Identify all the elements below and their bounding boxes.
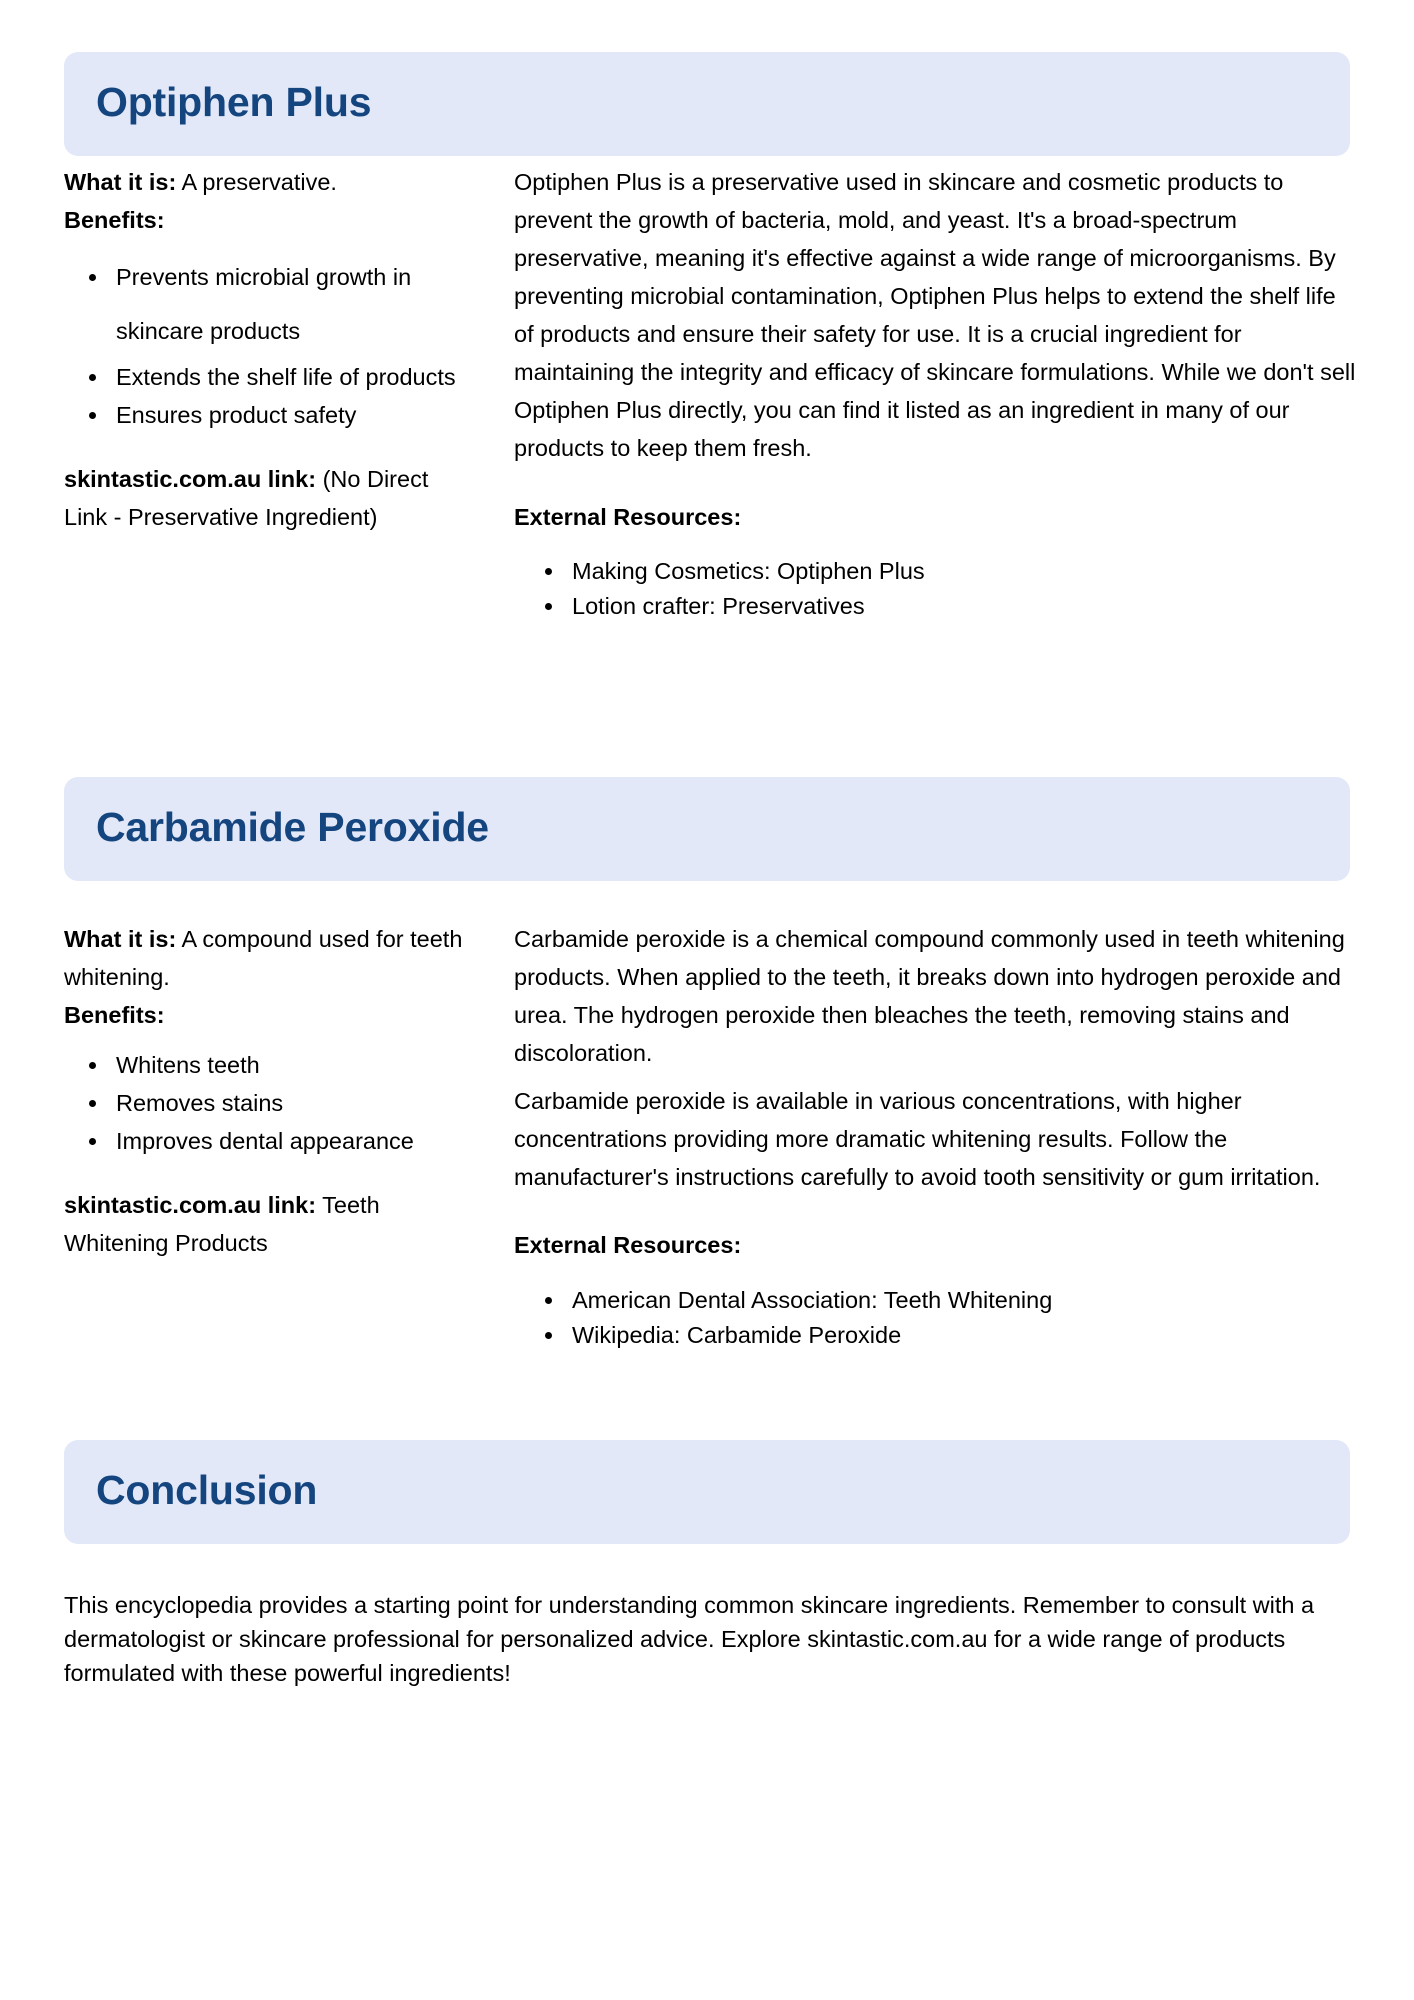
what-it-is-paragraph bbox=[64, 163, 476, 201]
list-item: • Making Cosmetics: Optiphen Plus bbox=[566, 554, 1359, 590]
section-title: Carbamide Peroxide bbox=[96, 804, 489, 850]
section-header-conclusion bbox=[64, 1440, 1350, 1544]
list-item: • Ensures product safety bbox=[110, 396, 476, 434]
list-item: • Whitens teeth bbox=[110, 1046, 476, 1084]
list-item: • Lotion crafter: Preservatives bbox=[566, 589, 1359, 625]
list-item: • Removes stains bbox=[110, 1084, 476, 1122]
list-item: • Extends the shelf life of products bbox=[110, 358, 476, 396]
description-paragraph: Carbamide peroxide is available in various concentrations, with higher concentrations providing more dramatic whitening results. Follow the manufacturer's instructions carefully to avoid tooth sensitivity or gum irritation. bbox=[514, 1088, 1321, 1191]
right-column bbox=[514, 163, 1359, 625]
list-item: • Wikipedia: Carbamide Peroxide bbox=[566, 1318, 1359, 1354]
external-resources-label: External Resources: bbox=[514, 503, 742, 530]
skintastic-link-label: skintastic.com.au link: bbox=[64, 466, 317, 493]
section-body-conclusion bbox=[64, 1588, 1350, 1690]
section-body-carbamide-peroxide bbox=[64, 920, 1350, 1354]
description-paragraph: Carbamide peroxide is a chemical compound commonly used in teeth whitening products. When applied to the teeth, it breaks down into hydrogen peroxide and urea. The hydrogen peroxide then bleaches the teeth, removing stains and discoloration. bbox=[514, 926, 1345, 1067]
skintastic-link-value: Teeth Whitening Products bbox=[64, 1192, 380, 1257]
left-column bbox=[64, 920, 494, 1263]
left-column bbox=[64, 163, 494, 537]
section-header-carbamide-peroxide bbox=[64, 777, 1350, 881]
external-resources-list bbox=[514, 554, 1359, 625]
section-title: Conclusion bbox=[96, 1467, 318, 1513]
list-item: • Prevents microbial growth in skincare products bbox=[110, 251, 476, 358]
benefits-label: Benefits: bbox=[64, 207, 165, 234]
what-it-is-value: A preservative. bbox=[176, 169, 337, 195]
benefits-list bbox=[64, 1046, 476, 1160]
benefits-list bbox=[64, 251, 476, 434]
what-it-is-value: A compound used for teeth whitening. bbox=[64, 926, 463, 991]
conclusion-paragraph: This encyclopedia provides a starting point for understanding common skincare ingredients. Remember to consult with a dermatologist or skincare professional for personalized advice. Explore skintastic.com.au for a wide range of products formulated with these powerful ingredients! bbox=[64, 1592, 1315, 1687]
skintastic-link-label: skintastic.com.au link: bbox=[64, 1192, 317, 1219]
right-column bbox=[514, 920, 1359, 1354]
skintastic-link-value: (No Direct Link - Preservative Ingredient) bbox=[64, 466, 429, 531]
section-title: Optiphen Plus bbox=[96, 79, 372, 125]
skintastic-link-paragraph bbox=[64, 1186, 476, 1262]
list-item: • Improves dental appearance bbox=[110, 1122, 476, 1160]
what-it-is-label: What it is: bbox=[64, 169, 177, 195]
what-it-is-paragraph bbox=[64, 920, 476, 996]
benefits-label: Benefits: bbox=[64, 1002, 165, 1029]
external-resources-list bbox=[514, 1283, 1359, 1354]
list-item: • American Dental Association: Teeth Whitening bbox=[566, 1283, 1359, 1319]
external-resources-label: External Resources: bbox=[514, 1232, 742, 1259]
description-paragraph: Optiphen Plus is a preservative used in skincare and cosmetic products to prevent the growth of bacteria, mold, and yeast. It's a broad-spectrum preservative, meaning it's effective against a wide range of microorganisms. By preventing microbial contamination, Optiphen Plus helps to extend the shelf life of products and ensure their safety for use. It is a crucial ingredient for maintaining the integrity and efficacy of skincare formulations. While we don't sell Optiphen Plus directly, you can find it listed as an ingredient in many of our products to keep them fresh. bbox=[514, 169, 1356, 462]
what-it-is-label: What it is: bbox=[64, 926, 177, 952]
section-body-optiphen-plus bbox=[64, 163, 1356, 625]
skintastic-link-paragraph bbox=[64, 460, 476, 536]
section-header-optiphen-plus bbox=[64, 52, 1350, 156]
